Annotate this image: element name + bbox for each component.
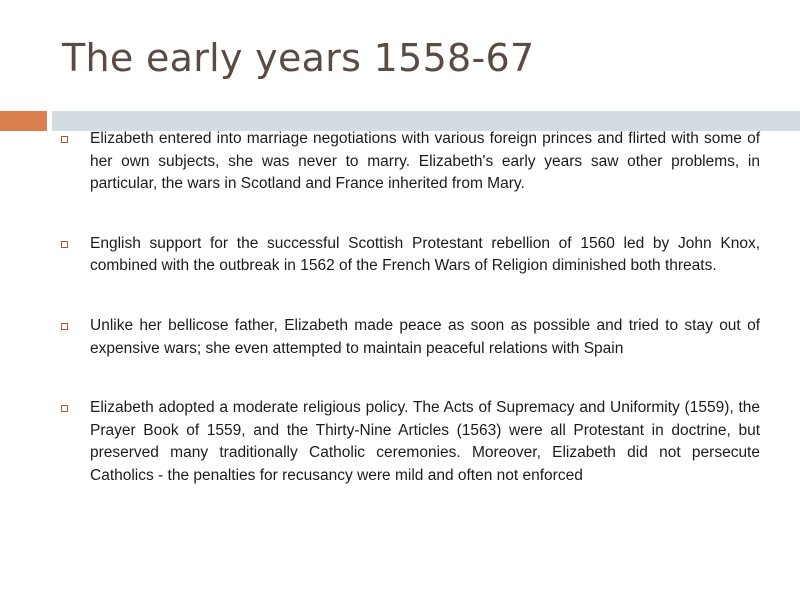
square-bullet-icon bbox=[61, 323, 68, 330]
square-bullet-icon bbox=[61, 241, 68, 248]
bullet-item bbox=[60, 128, 760, 196]
square-bullet-icon bbox=[61, 405, 68, 412]
accent-bar bbox=[0, 111, 47, 131]
bullet-list bbox=[60, 128, 760, 488]
bullet-item bbox=[60, 233, 760, 278]
slide-title: The early years 1558-67 bbox=[62, 36, 535, 80]
bullet-item bbox=[60, 397, 760, 487]
square-bullet-icon bbox=[61, 136, 68, 143]
bullet-text: Unlike her bellicose father, Elizabeth made peace as soon as possible and tried to stay out of expensive wars; she even attempted to maintain peaceful relations with Spain bbox=[90, 316, 760, 357]
bullet-text: Elizabeth adopted a moderate religious policy. The Acts of Supremacy and Uniformity (1559), the Prayer Book of 1559, and the Thirty-Nine Articles (1563) were all Protestant in doctrine, but preserved many traditionally Catholic ceremonies. Moreover, Elizabeth did not persecute Catholics - the penalties for recusancy were mild and often not enforced bbox=[90, 399, 760, 484]
bullet-text: English support for the successful Scottish Protestant rebellion of 1560 led by John Knox, combined with the outbreak in 1562 of the French Wars of Religion diminished both threats. bbox=[90, 234, 760, 275]
bullet-text: Elizabeth entered into marriage negotiations with various foreign princes and flirted with some of her own subjects, she was never to marry. Elizabeth's early years saw other problems, in particular, the wars in Scotland and France inherited from Mary. bbox=[90, 130, 760, 193]
bullet-item bbox=[60, 315, 760, 360]
